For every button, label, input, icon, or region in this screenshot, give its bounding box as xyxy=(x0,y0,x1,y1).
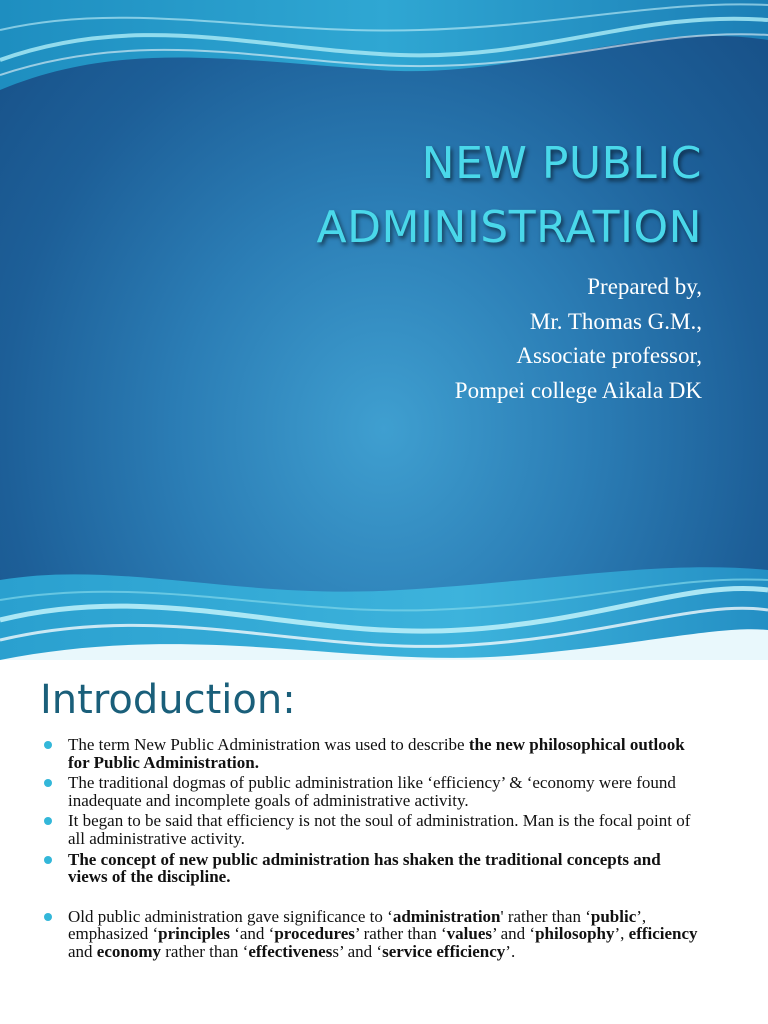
bullet-text: ’ rather than ‘ xyxy=(354,924,447,944)
bullet-item xyxy=(0,812,700,847)
bullet-text-bold: the new philosophical outlook for Public Administration. xyxy=(68,735,685,772)
bullet-text-bold: values xyxy=(446,924,492,944)
bullet-text-bold: administration xyxy=(392,906,501,926)
bullet-item xyxy=(0,774,700,809)
subtitle-line: Pompei college Aikala DK xyxy=(454,377,702,403)
bullet-dot-icon xyxy=(44,856,52,864)
subtitle-line: Associate professor, xyxy=(516,343,702,368)
bullet-dot-icon xyxy=(44,741,52,749)
bullet-text: ’ and ‘ xyxy=(491,924,536,944)
bullet-text: ’. xyxy=(505,941,516,961)
bullet-dot-icon xyxy=(44,779,52,787)
bullet-text: and xyxy=(68,941,97,961)
bullet-text-bold: service efficiency xyxy=(382,941,506,961)
bullet-text-bold: principles xyxy=(158,924,230,944)
bullet-list xyxy=(0,736,700,964)
bullet-text-bold: efficiency xyxy=(628,924,698,944)
bullet-text: Old public administration gave significance to ‘ xyxy=(68,906,393,926)
slide-subtitle xyxy=(242,270,702,408)
bullet-item xyxy=(0,851,700,886)
bullet-text: rather than ‘ xyxy=(161,941,249,961)
title-line-2: ADMINISTRATION xyxy=(316,202,702,253)
bullet-text: ’, emphasized ‘ xyxy=(68,906,647,944)
bullet-text-bold: economy xyxy=(96,941,162,961)
bullet-item xyxy=(0,908,700,961)
slide-heading: Introduction: xyxy=(40,677,296,723)
bullet-text-bold: procedures xyxy=(274,924,355,944)
bullet-text: ’, xyxy=(614,924,629,944)
bullet-text-bold: effectivenes xyxy=(248,941,333,961)
bullet-text: It began to be said that efficiency is not the soul of administration. Man is the focal point of all administrative activity. xyxy=(68,811,691,848)
bullet-text-bold: philosophy xyxy=(535,924,615,944)
subtitle-line: Mr. Thomas G.M., xyxy=(529,308,702,334)
bullet-dot-icon xyxy=(44,913,52,921)
subtitle-line: Prepared by, xyxy=(587,274,702,299)
bullet-text-bold: The concept of new public administration has shaken the traditional concepts and views of the discipline. xyxy=(68,849,661,887)
bullet-text: The traditional dogmas of public administration like ‘efficiency’ & ‘economy were found inadequate and incomplete goals of administrative activity. xyxy=(68,773,676,810)
bullet-dot-icon xyxy=(44,817,52,825)
bullet-text-bold: public xyxy=(590,906,637,926)
bullet-text: The term New Public Administration was used to describe xyxy=(68,735,469,754)
introduction-slide xyxy=(0,660,768,1024)
title-line-1: NEW PUBLIC xyxy=(421,138,702,189)
bullet-item xyxy=(0,736,700,771)
bullet-text: ‘and ‘ xyxy=(229,924,275,944)
bullet-text: ' rather than ‘ xyxy=(500,906,591,926)
bullet-text: s’ and ‘ xyxy=(332,941,383,961)
slide-title xyxy=(82,132,702,260)
